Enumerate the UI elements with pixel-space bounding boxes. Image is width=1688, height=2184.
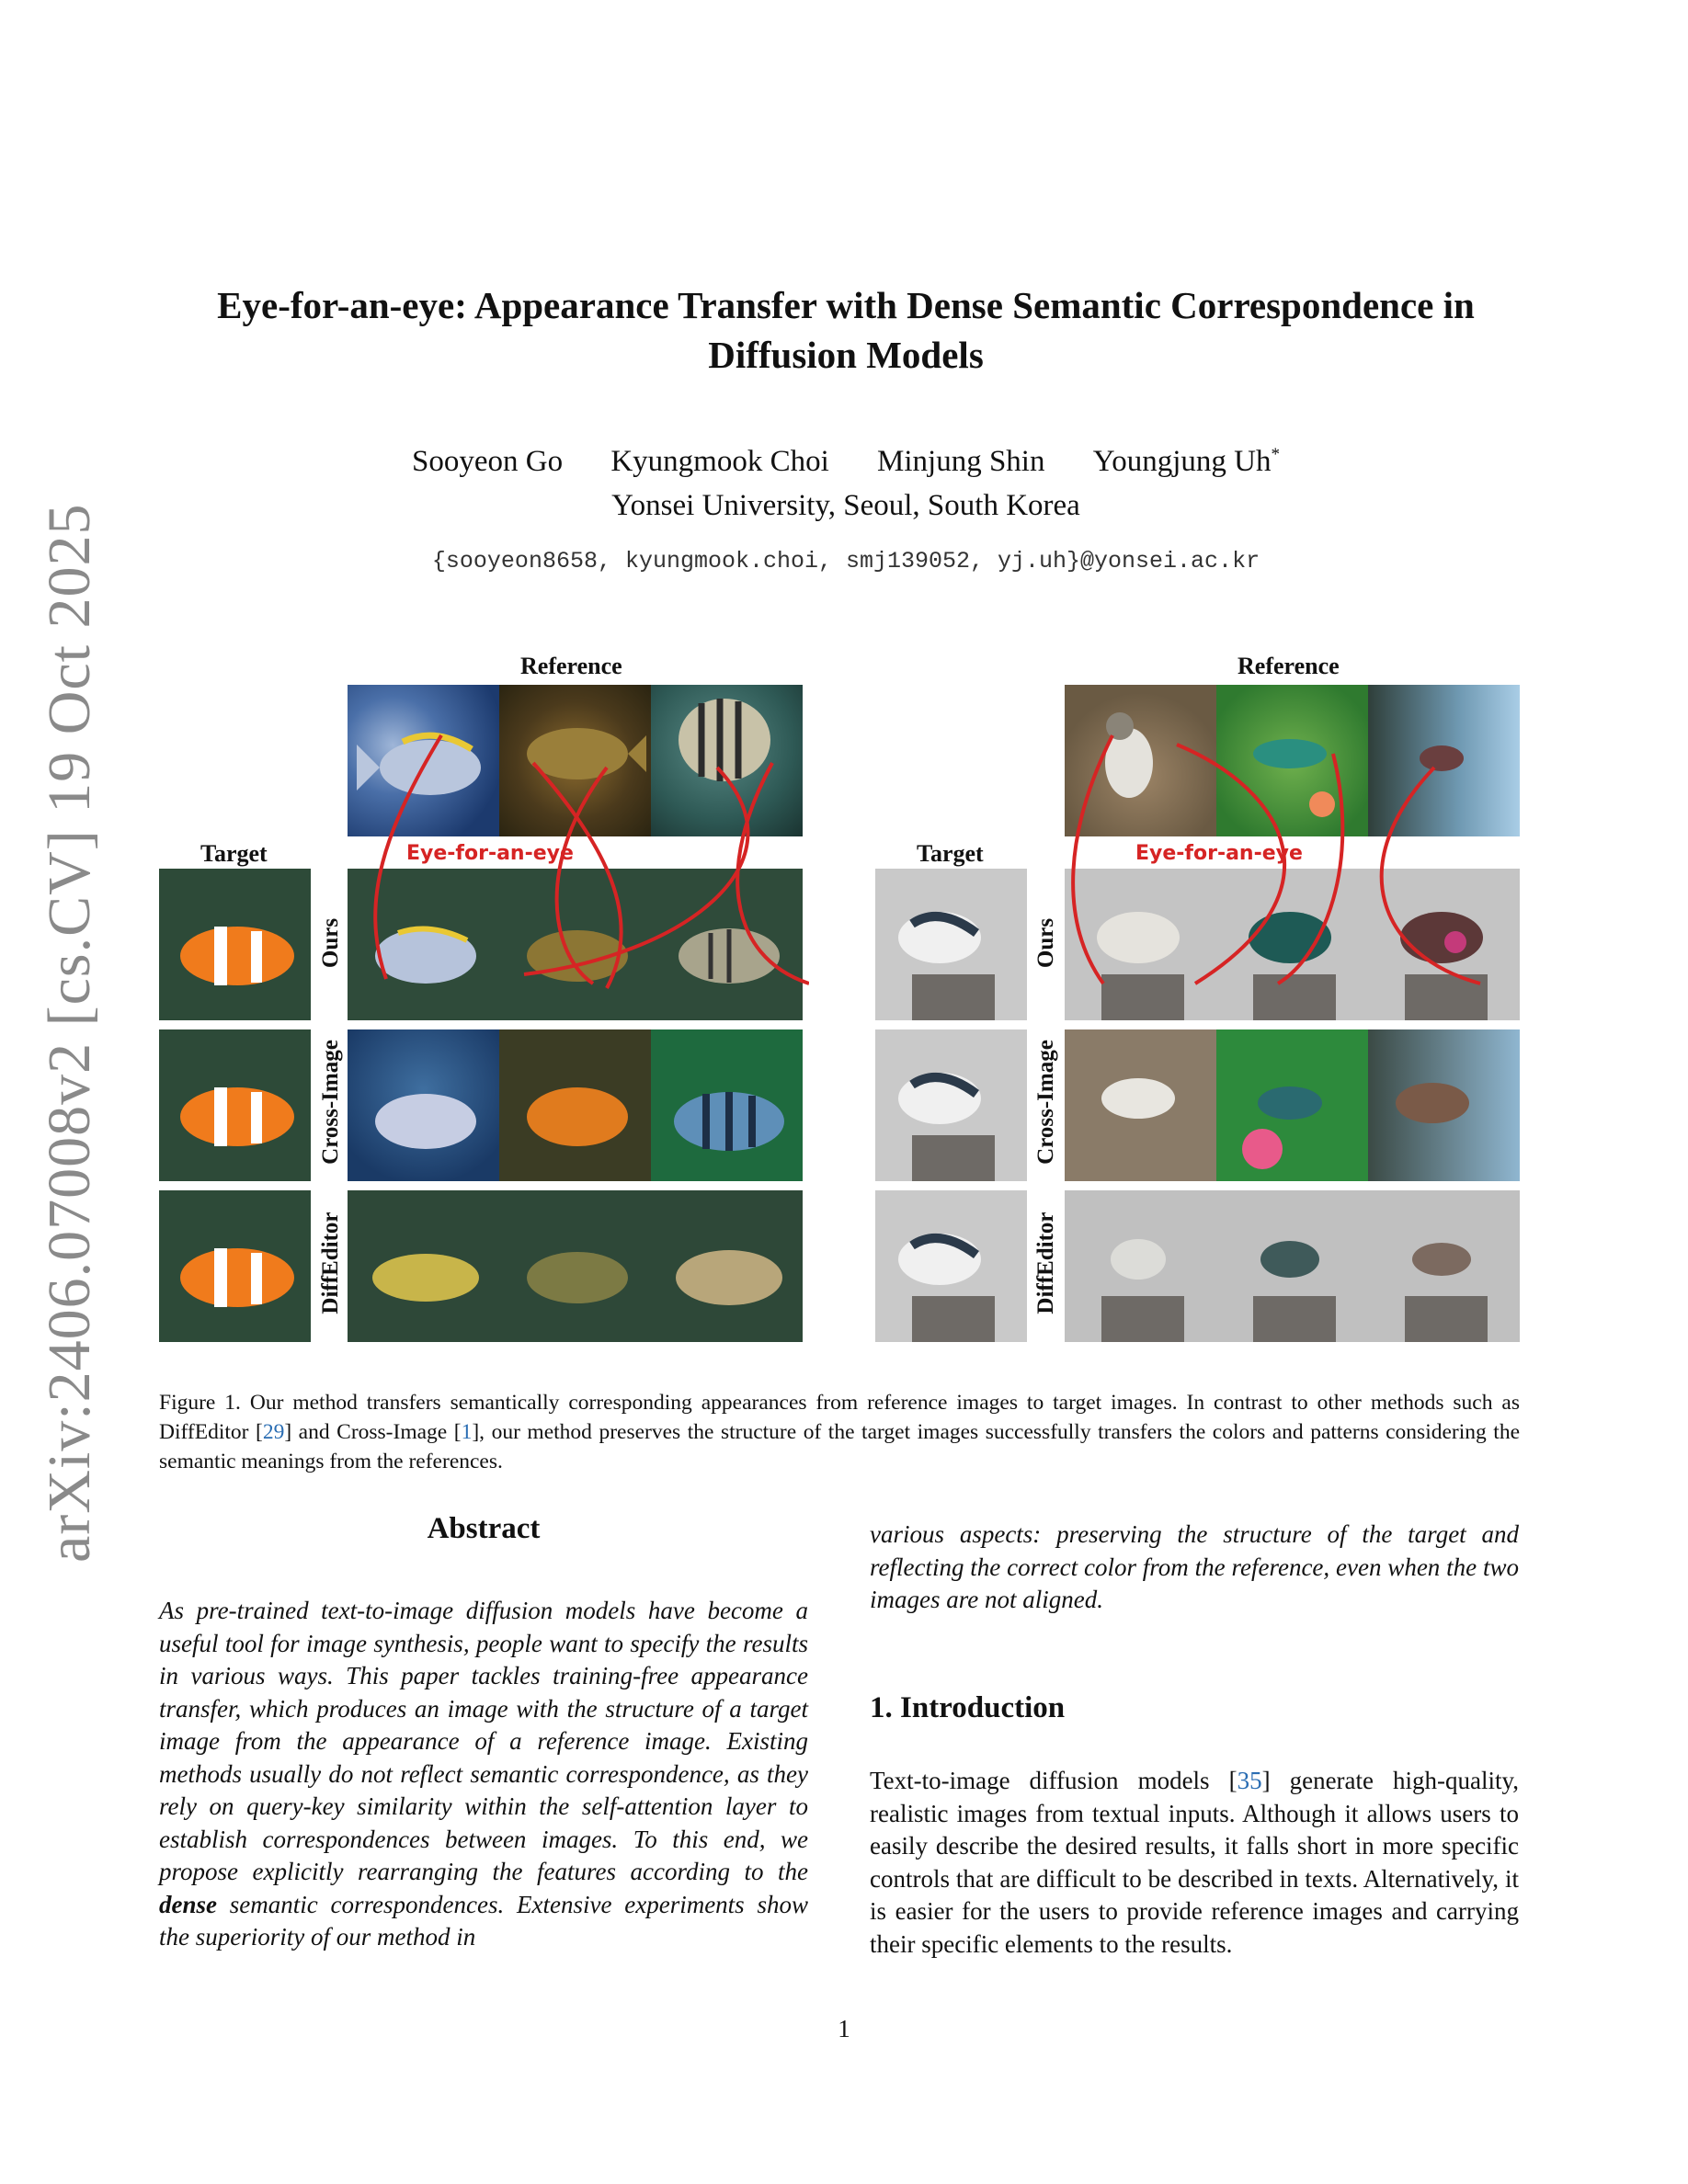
abstract-text-1: As pre-trained text-to-image diffusion models have become a useful tool for image synthesis, people want to specify the results in various ways. This paper tackles training-free appearance transfer, which produces an image with the structure of a target image from the appearance of a reference image. Existing methods usually do not reflect semantic correspondence, as they rely on query-key similarity within the self-attention layer to establish correspondences between images. To this end, we propose explicitly rearranging the features according to the <box>159 1597 808 1885</box>
result-ours-bird-2 <box>1216 869 1368 1020</box>
bird-shape <box>1368 1029 1520 1181</box>
eye-for-an-eye-label: Eye-for-an-eye <box>406 842 574 865</box>
fish-shape <box>348 869 499 1020</box>
bird-shape <box>875 1190 1027 1342</box>
clownfish-shape <box>159 869 311 1020</box>
intro-citation-35[interactable]: 35 <box>1237 1767 1262 1794</box>
title-line-2: Diffusion Models <box>708 334 984 376</box>
correspondence-arrows-left <box>331 680 809 1011</box>
target-image-fish-row-3 <box>159 1190 311 1342</box>
reference-image-fish-1 <box>348 685 499 836</box>
intro-body <box>870 1765 1519 1961</box>
reference-image-bird-1 <box>1065 685 1216 836</box>
abstract-heading: Abstract <box>427 1512 541 1545</box>
intro-text-2: ] generate high-quality, realistic images from textual inputs. Although it allows users to easily describe the desired results, it falls short in more specific controls that are difficult to be described in texts. Alternatively, it is easier for the users to provide reference images and carrying their specific elements to the results. <box>870 1767 1519 1958</box>
bird-shape <box>1065 1029 1216 1181</box>
eye-for-an-eye-label-right: Eye-for-an-eye <box>1135 842 1303 865</box>
result-ours-fish-3 <box>651 869 803 1020</box>
fish-shape <box>348 1190 499 1342</box>
result-ours-bird-1 <box>1065 869 1216 1020</box>
corresponding-mark: * <box>1271 445 1280 464</box>
result-cross-image-fish-1 <box>348 1029 499 1181</box>
target-image-bird-row-2 <box>875 1029 1027 1181</box>
abstract-emphasis: dense <box>159 1890 217 1918</box>
clownfish-shape <box>159 1190 311 1342</box>
page-number: 1 <box>838 2015 850 2042</box>
caption-text-3: ], our method preserves the structure of the target images successfully transfers the colors and patterns considering the semantic meanings from the references. <box>159 1420 1521 1473</box>
bird-shape <box>1216 869 1368 1020</box>
result-ours-fish-1 <box>348 869 499 1020</box>
result-cross-image-bird-1 <box>1065 1029 1216 1181</box>
reference-image-fish-2 <box>499 685 651 836</box>
figure-caption <box>159 1388 1520 1476</box>
row-label-cross-image-right: Cross-Image <box>1033 1040 1058 1165</box>
result-diffeditor-fish-2 <box>499 1190 651 1342</box>
bird-shape <box>1368 685 1520 836</box>
arxiv-stamp: arXiv:2406.07008v2 [cs.CV] 19 Oct 2025 <box>36 503 103 1563</box>
target-image-bird-row-1 <box>875 869 1027 1020</box>
target-label-left: Target <box>200 840 268 867</box>
bird-shape <box>1368 869 1520 1020</box>
target-image-fish-row-1 <box>159 869 311 1020</box>
correspondence-arrows-right <box>1048 680 1526 1011</box>
caption-text-2: ] and Cross-Image [ <box>284 1420 462 1444</box>
intro-heading: 1. Introduction <box>870 1691 1066 1724</box>
affiliation: Yonsei University, Seoul, South Korea <box>611 489 1080 522</box>
fish-shape <box>651 1190 803 1342</box>
bird-shape <box>875 1029 1027 1181</box>
row-label-cross-image-left: Cross-Image <box>318 1040 343 1165</box>
reference-image-fish-3 <box>651 685 803 836</box>
result-diffeditor-bird-1 <box>1065 1190 1216 1342</box>
author-4-name: Youngjung Uh <box>1092 445 1272 478</box>
result-ours-bird-3 <box>1368 869 1520 1020</box>
title-line-1: Eye-for-an-eye: Appearance Transfer with Dense Semantic Correspondence in <box>217 284 1475 326</box>
row-label-diffeditor-right: DiffEditor <box>1033 1211 1058 1314</box>
fish-shape <box>499 869 651 1020</box>
row-label-diffeditor-left: DiffEditor <box>318 1211 343 1314</box>
fish-shape <box>651 869 803 1020</box>
email: {sooyeon8658, kyungmook.choi, smj139052, yj.uh}@yonsei.ac.kr <box>431 548 1260 574</box>
bird-shape <box>1065 1190 1216 1342</box>
target-label-right: Target <box>917 840 984 867</box>
paper-title <box>147 280 1545 380</box>
abstract-text-2: semantic correspondences. Extensive experiments show the superiority of our method in <box>159 1890 808 1951</box>
clownfish-shape <box>159 1029 311 1181</box>
target-image-bird-row-3 <box>875 1190 1027 1342</box>
intro-text-1: Text-to-image diffusion models [ <box>870 1767 1237 1794</box>
caption-citation-1[interactable]: 1 <box>461 1420 473 1444</box>
bird-shape <box>1368 1190 1520 1342</box>
author-4 <box>1093 445 1280 478</box>
result-cross-image-bird-2 <box>1216 1029 1368 1181</box>
abstract-body <box>159 1595 808 1954</box>
row-label-ours-left: Ours <box>318 917 343 969</box>
reference-label-left: Reference <box>520 653 622 679</box>
bird-shape <box>1216 1029 1368 1181</box>
author-3: Minjung Shin <box>877 445 1045 478</box>
fish-shape <box>651 1029 803 1181</box>
result-diffeditor-fish-1 <box>348 1190 499 1342</box>
bird-shape <box>1065 685 1216 836</box>
fish-shape <box>499 1190 651 1342</box>
result-ours-fish-2 <box>499 869 651 1020</box>
row-label-ours-right: Ours <box>1033 917 1058 969</box>
result-cross-image-fish-3 <box>651 1029 803 1181</box>
caption-citation-29[interactable]: 29 <box>262 1420 285 1444</box>
fish-shape <box>499 1029 651 1181</box>
fish-shape <box>499 685 651 836</box>
result-cross-image-bird-3 <box>1368 1029 1520 1181</box>
author-list <box>147 441 1545 482</box>
result-diffeditor-fish-3 <box>651 1190 803 1342</box>
result-diffeditor-bird-3 <box>1368 1190 1520 1342</box>
bird-shape <box>875 869 1027 1020</box>
author-1: Sooyeon Go <box>411 445 564 478</box>
abstract-continued: various aspects: preserving the structure of the target and reflecting the correct color from the reference, even when the two images are not aligned. <box>870 1520 1519 1613</box>
fish-shape <box>651 685 803 836</box>
reference-image-bird-3 <box>1368 685 1520 836</box>
result-cross-image-fish-2 <box>499 1029 651 1181</box>
bird-shape <box>1216 685 1368 836</box>
author-2: Kyungmook Choi <box>610 445 829 478</box>
reference-image-bird-2 <box>1216 685 1368 836</box>
result-diffeditor-bird-2 <box>1216 1190 1368 1342</box>
target-image-fish-row-2 <box>159 1029 311 1181</box>
caption-text-1: Figure 1. Our method transfers semantically corresponding appearances from reference images to target images. In contrast to other methods such as DiffEditor [ <box>159 1391 1520 1444</box>
bird-shape <box>1065 869 1216 1020</box>
reference-label-right: Reference <box>1237 653 1340 679</box>
fish-shape <box>348 685 499 836</box>
bird-shape <box>1216 1190 1368 1342</box>
fish-shape <box>348 1029 499 1181</box>
